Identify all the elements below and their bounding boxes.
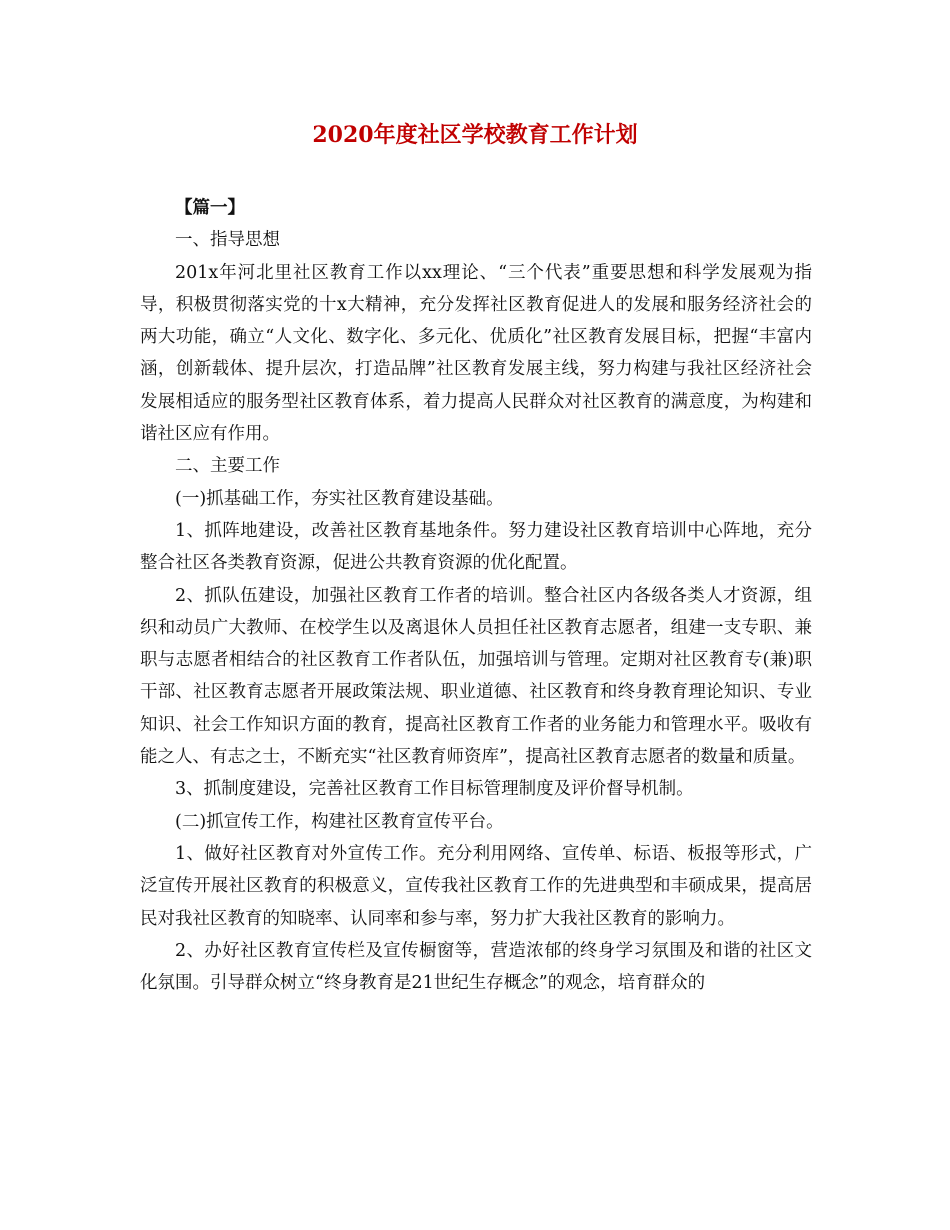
section-label: 【篇一】	[175, 198, 245, 218]
paragraph-external-publicity: 1、做好社区教育对外宣传工作。充分利用网络、宣传单、标语、板报等形式，广泛宣传开展社区教育的积极意义，宣传我社区教育工作的先进典型和丰硕成果，提高居民对我社区教育的知晓率、认同率和参与率，努力扩大我社区教育的影响力。	[140, 843, 812, 929]
document-title: 2020年度社区学校教育工作计划	[312, 122, 638, 148]
document-body	[140, 192, 812, 999]
heading-main-work: 二、主要工作	[175, 456, 280, 477]
paragraph-publicity-board: 2、办好社区教育宣传栏及宣传橱窗等，营造浓郁的终身学习氛围及和谐的社区文化氛围。引导群众树立“终身教育是21世纪生存概念”的观念，培育群众的	[140, 940, 812, 994]
paragraph-site-construction: 1、抓阵地建设，改善社区教育基地条件。努力建设社区教育培训中心阵地，充分整合社区各类教育资源，促进公共教育资源的优化配置。	[140, 520, 812, 574]
subheading-publicity-work: (二)抓宣传工作，构建社区教育宣传平台。	[175, 811, 504, 832]
paragraph-guiding-thought: 201x年河北里社区教育工作以xx理论、“三个代表”重要思想和科学发展观为指导，积极贯彻落实党的十x大精神，充分发挥社区教育促进人的发展和服务经济社会的两大功能，确立“人文化、数字化、多元化、优质化”社区教育发展目标，把握“丰富内涵，创新载体、提升层次，打造品牌”社区教育发展主线，努力构建与我社区经济社会发展相适应的服务型社区教育体系，着力提高人民群众对社区教育的满意度，为构建和谐社区应有作用。	[140, 262, 812, 445]
paragraph-team-construction: 2、抓队伍建设，加强社区教育工作者的培训。整合社区内各级各类人才资源，组织和动员广大教师、在校学生以及离退休人员担任社区教育志愿者，组建一支专职、兼职与志愿者相结合的社区教育工作者队伍，加强培训与管理。定期对社区教育专(兼)职干部、社区教育志愿者开展政策法规、职业道德、社区教育和终身教育理论知识、专业知识、社会工作知识方面的教育，提高社区教育工作者的业务能力和管理水平。吸收有能之人、有志之士，不断充实“社区教育师资库”，提高社区教育志愿者的数量和质量。	[140, 585, 812, 768]
subheading-basic-work: (一)抓基础工作，夯实社区教育建设基础。	[175, 488, 504, 509]
paragraph-system-construction: 3、抓制度建设，完善社区教育工作目标管理制度及评价督导机制。	[175, 779, 694, 800]
heading-guiding-thought: 一、指导思想	[175, 230, 280, 251]
